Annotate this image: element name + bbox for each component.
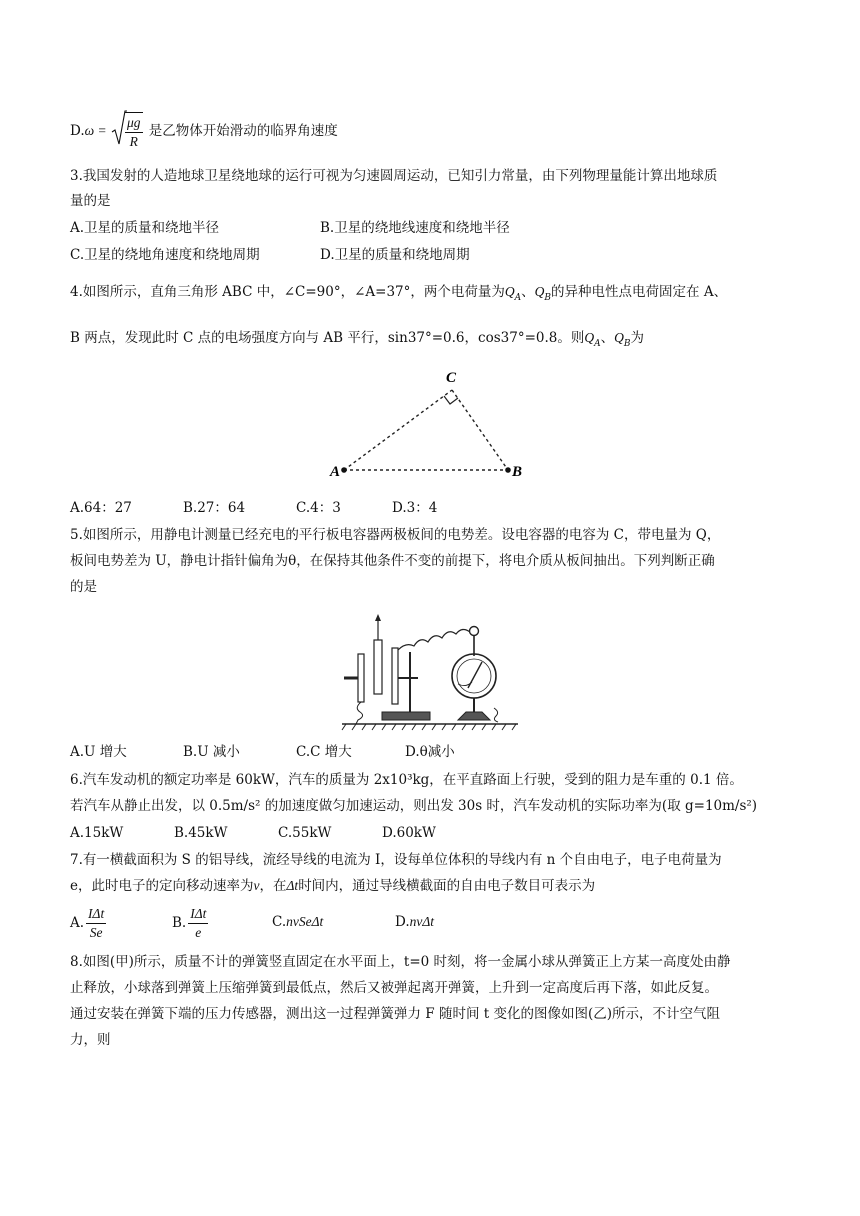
option-label: D. bbox=[395, 914, 410, 930]
radical-sign bbox=[111, 110, 127, 148]
q7-stem-line1: 7.有一横截面积为 S 的铝导线，流经导线的电流为 I，设每单位体积的导线内有 n 个自由电子，电子电荷量为 bbox=[70, 852, 722, 868]
delta-t-symbol: Δt bbox=[286, 878, 299, 893]
vertex-label-b: B bbox=[512, 464, 523, 480]
q3-stem-line1: 3.我国发射的人造地球卫星绕地球的运行可视为匀速圆周运动，已知引力常量，由下列物理量能计算出地球质 bbox=[70, 168, 718, 184]
q8-stem-line4: 力，则 bbox=[70, 1032, 111, 1048]
q8-stem-line2: 止释放，小球落到弹簧上压缩弹簧到最低点，然后又被弹起离开弹簧，上升到一定高度后再下落，如此反复。 bbox=[70, 980, 718, 996]
q8-stem-line1: 8.如图(甲)所示，质量不计的弹簧竖直固定在水平面上，t=0 时刻，将一金属小球从弹簧正上方某一高度处由静 bbox=[70, 954, 731, 970]
q4-stem-text: 的异种电性点电荷固定在 A、 bbox=[551, 284, 728, 300]
electrometer-capacitor-figure bbox=[340, 612, 520, 734]
q3-option-d: D.卫星的质量和绕地周期 bbox=[320, 247, 470, 263]
option-expression: nvSeΔt bbox=[286, 914, 324, 929]
q5-stem-line3: 的是 bbox=[70, 579, 97, 595]
q4-stem-line2 bbox=[70, 328, 644, 354]
q4-stem-text: 4.如图所示，直角三角形 ABC 中，∠C=90°，∠A=37°，两个电荷量为 bbox=[70, 284, 505, 300]
charge-qa: Q bbox=[584, 330, 595, 345]
option-text: 是乙物体开始滑动的临界角速度 bbox=[148, 123, 338, 139]
charge-qa-subscript: A bbox=[594, 339, 601, 349]
vertex-label-c: C bbox=[446, 370, 457, 386]
q4-option-a: A.64：27 bbox=[70, 500, 132, 516]
q3-option-c: C.卫星的绕地角速度和绕地周期 bbox=[70, 247, 260, 263]
q6-option-b: B.45kW bbox=[174, 825, 228, 841]
charge-qa-subscript: A bbox=[514, 293, 522, 303]
q5-stem-line1: 5.如图所示，用静电计测量已经充电的平行板电容器两极板间的电势差。设电容器的电容为 C，带电量为 Q， bbox=[70, 527, 721, 543]
option-expression: nvΔt bbox=[409, 914, 435, 929]
q8-stem-line3: 通过安装在弹簧下端的压力传感器，测出这一过程弹簧弹力 F 随时间 t 变化的图像如图(乙)所示，不计空气阻 bbox=[70, 1006, 720, 1022]
charge-qb-subscript: B bbox=[544, 293, 552, 303]
charge-qa: Q bbox=[504, 284, 515, 299]
velocity-symbol: v bbox=[253, 878, 260, 893]
q7-option-b bbox=[172, 902, 210, 944]
q6-option-c: C.55kW bbox=[278, 825, 332, 841]
charge-qb: Q bbox=[534, 284, 545, 299]
q2-option-d bbox=[70, 112, 338, 148]
q5-option-a: A.U 增大 bbox=[70, 744, 127, 760]
q7-option-d bbox=[395, 912, 434, 932]
q5-option-c: C.C 增大 bbox=[296, 744, 352, 760]
q7-option-a bbox=[70, 902, 108, 944]
q7-stem-text: e，此时电子的定向移动速率为 bbox=[70, 878, 254, 894]
fraction-denominator: Se bbox=[89, 925, 103, 940]
fraction-numerator: IΔt bbox=[86, 905, 106, 924]
q6-option-d: D.60kW bbox=[382, 825, 436, 841]
q3-option-a: A.卫星的质量和绕地半径 bbox=[70, 220, 220, 236]
triangle-figure bbox=[320, 362, 540, 482]
fraction-numerator: IΔt bbox=[188, 905, 208, 924]
q4-stem-text: B 两点，发现此时 C 点的电场强度方向与 AB 平行，sin37°=0.6，cos37°=0.8。则 bbox=[70, 330, 585, 346]
q7-option-c bbox=[272, 912, 323, 932]
fraction-numerator: μg bbox=[125, 114, 143, 133]
charge-qb-subscript: B bbox=[623, 339, 631, 349]
q7-stem-text: ，在 bbox=[259, 878, 287, 894]
q4-option-d: D.3：4 bbox=[392, 500, 438, 516]
q3-option-b: B.卫星的绕地线速度和绕地半径 bbox=[320, 220, 510, 236]
sqrt-expression bbox=[111, 112, 145, 151]
q4-option-c: C.4：3 bbox=[296, 500, 341, 516]
q7-stem-line2 bbox=[70, 876, 595, 896]
omega-symbol: ω = bbox=[84, 123, 107, 138]
q4-option-b: B.27：64 bbox=[183, 500, 246, 516]
fraction-denominator: R bbox=[129, 134, 138, 149]
option-label: B. bbox=[172, 915, 187, 931]
charge-qb: Q bbox=[614, 330, 624, 345]
q4-stem-line1 bbox=[70, 282, 727, 308]
q5-option-d: D.θ减小 bbox=[405, 744, 455, 760]
option-label: A. bbox=[70, 915, 85, 931]
separator: 、 bbox=[521, 284, 535, 300]
q5-option-b: B.U 减小 bbox=[183, 744, 240, 760]
q6-stem-line2: 若汽车从静止出发，以 0.5m/s² 的加速度做匀加速运动，则出发 30s 时，汽车发动机的实际功率为(取 g=10m/s²) bbox=[70, 798, 758, 814]
option-label: D. bbox=[70, 123, 85, 139]
option-label: C. bbox=[272, 914, 287, 930]
q4-stem-text: 为 bbox=[630, 330, 644, 346]
vertex-label-a: A bbox=[330, 464, 341, 480]
q7-stem-text: 时间内，通过导线横截面的自由电子数目可表示为 bbox=[298, 878, 596, 894]
q6-stem-line1: 6.汽车发动机的额定功率是 60kW，汽车的质量为 2x10³kg，在平直路面上行驶，受到的阻力是车重的 0.1 倍。 bbox=[70, 772, 743, 788]
fraction-denominator: e bbox=[195, 925, 202, 940]
q6-option-a: A.15kW bbox=[70, 825, 124, 841]
separator: 、 bbox=[600, 330, 615, 346]
q5-stem-line2: 板间电势差为 U，静电计指针偏角为θ，在保持其他条件不变的前提下，将电介质从板间抽出。下列判断正确 bbox=[70, 553, 715, 569]
q3-stem-line2: 量的是 bbox=[70, 193, 111, 209]
